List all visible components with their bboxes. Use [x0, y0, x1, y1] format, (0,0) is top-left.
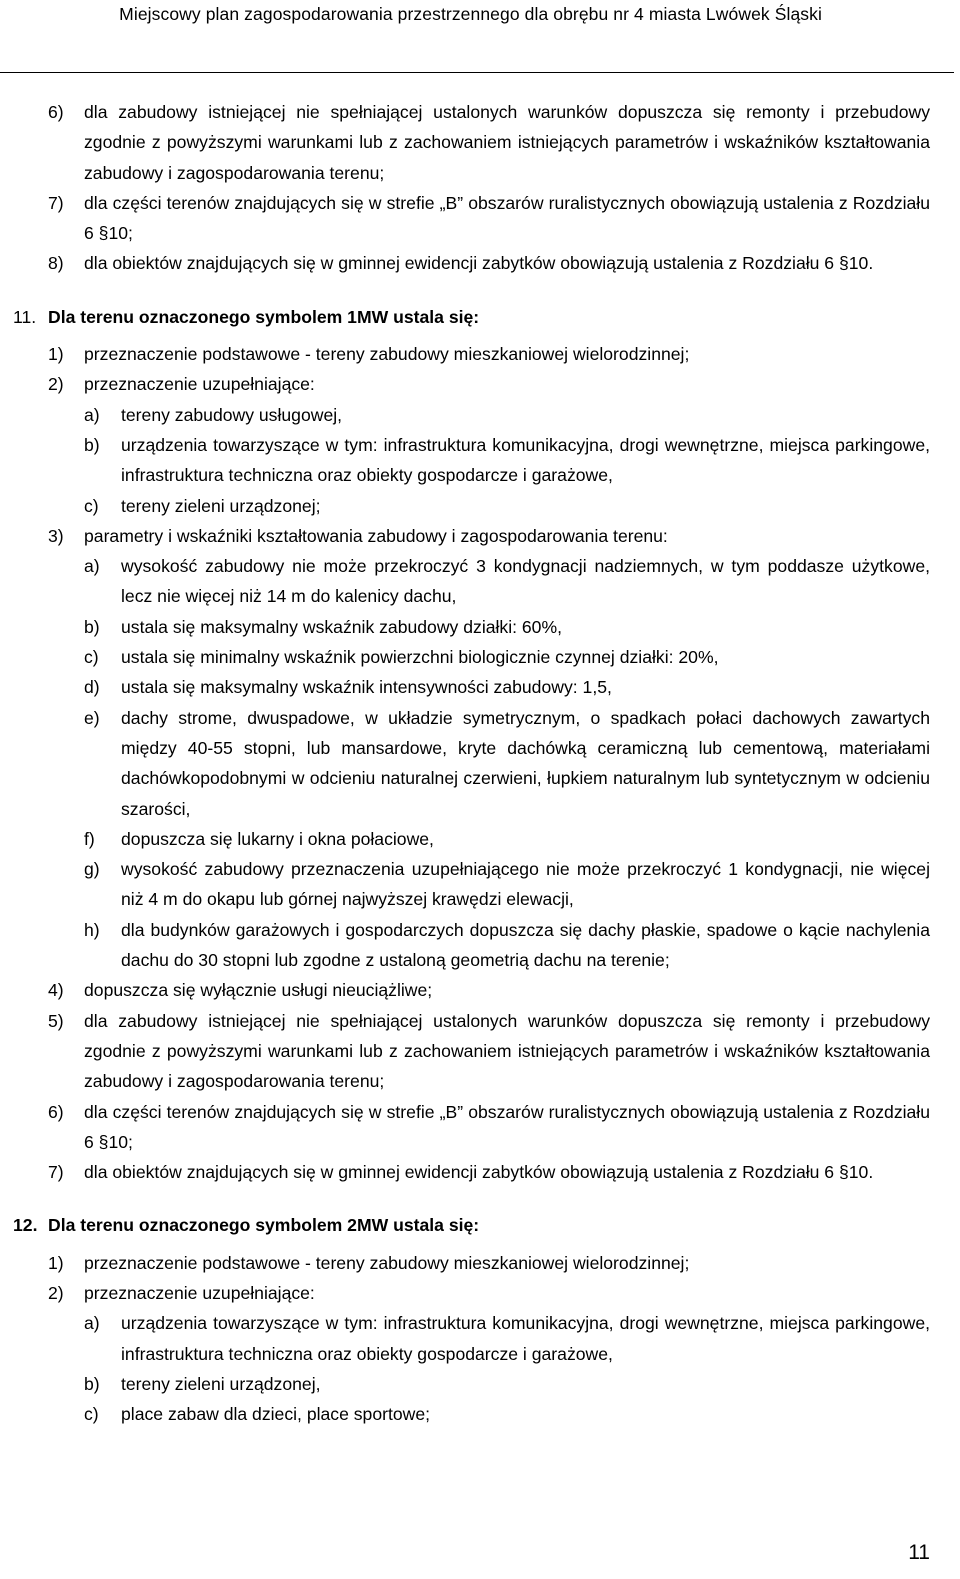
item-text: parametry i wskaźniki kształtowania zabudowy i zagospodarowania terenu:: [84, 525, 668, 546]
item-number: 8): [48, 253, 64, 274]
sub-item-letter: g): [84, 859, 100, 880]
item-number: 4): [48, 980, 64, 1001]
list-item: [48, 248, 930, 278]
sub-item-letter: c): [84, 495, 99, 516]
sub-item-text: ustala się maksymalny wskaźnik zabudowy działki: 60%,: [121, 616, 563, 637]
sub-list-item: [48, 551, 930, 612]
item-text: dopuszcza się wyłącznie usługi nieuciążliwe;: [84, 980, 433, 1001]
item-number: 1): [48, 344, 64, 365]
list-item: [48, 975, 930, 1005]
item-number: 2): [48, 1282, 64, 1303]
sub-item-text: dla budynków garażowych i gospodarczych dopuszcza się dachy płaskie, spadowe o kącie nachylenia dachu do 30 stopni lub zgodne z ustaloną geometrią dachu na terenie;: [121, 919, 930, 971]
sub-item-letter: h): [84, 919, 100, 940]
sub-item-letter: f): [84, 828, 95, 849]
sub-item-letter: a): [84, 556, 100, 577]
item-number: 5): [48, 1010, 64, 1031]
list-item: [48, 1157, 930, 1187]
sub-item-letter: d): [84, 677, 100, 698]
section-number: 11.: [13, 306, 37, 327]
item-text: dla części terenów znajdujących się w strefie „B” obszarów ruralistycznych obowiązują ustalenia z Rozdziału 6 §10;: [84, 192, 930, 244]
item-number: 3): [48, 525, 64, 546]
sub-item-text: wysokość zabudowy nie może przekroczyć 3 kondygnacji nadziemnych, w tym poddasze użytkowe, lecz nie więcej niż 14 m do kalenicy dachu,: [121, 556, 930, 607]
item-number: 1): [48, 1252, 64, 1273]
list-item: [48, 369, 930, 399]
section-11-heading: [13, 302, 930, 332]
sub-item-letter: b): [84, 1373, 100, 1394]
item-number: 6): [48, 1101, 64, 1122]
sub-list-item: [48, 612, 930, 642]
sub-item-letter: b): [84, 434, 100, 455]
document-body: [13, 97, 930, 1429]
page-header: [0, 0, 954, 73]
item-text: przeznaczenie podstawowe - tereny zabudowy mieszkaniowej wielorodzinnej;: [84, 1252, 690, 1273]
sub-item-text: tereny zieleni urządzonej,: [121, 1373, 321, 1394]
section-number: 12.: [13, 1215, 38, 1236]
sub-item-text: dopuszcza się lukarny i okna połaciowe,: [121, 828, 434, 849]
item-text: przeznaczenie podstawowe - tereny zabudowy mieszkaniowej wielorodzinnej;: [84, 344, 690, 365]
item-text: dla obiektów znajdujących się w gminnej ewidencji zabytków obowiązują ustalenia z Rozdziału 6 §10.: [84, 1162, 874, 1183]
sub-list-item: [48, 703, 930, 824]
sub-list-item: [48, 491, 930, 521]
item-number: 7): [48, 192, 64, 213]
sub-item-text: tereny zabudowy usługowej,: [121, 404, 343, 425]
item-text: przeznaczenie uzupełniające:: [84, 1282, 315, 1303]
list-item: [48, 1278, 930, 1308]
list-item: [48, 1006, 930, 1097]
sub-item-text: dachy strome, dwuspadowe, w układzie symetrycznym, o spadkach połaci dachowych zawartych między 40-55 stopni, lub mansardowe, kryte dachówką ceramiczną lub cementową, materiałami dachówkopodobnymi w odcieniu naturalnej czerwieni, łupkiem naturalnym lub syntetycznym w odcieniu szarości,: [121, 707, 930, 819]
sub-list-item: [48, 642, 930, 672]
sub-item-text: urządzenia towarzyszące w tym: infrastruktura komunikacyjna, drogi wewnętrzne, miejsca parkingowe, infrastruktura techniczna oraz obiekty gospodarcze i garażowe,: [121, 434, 930, 486]
sub-item-letter: c): [84, 1404, 99, 1425]
item-number: 7): [48, 1162, 64, 1183]
sub-item-letter: a): [84, 404, 100, 425]
list-item: [48, 521, 930, 551]
item-text: dla zabudowy istniejącej nie spełniającej ustalonych warunków dopuszcza się remonty i przebudowy zgodnie z powyższymi warunkami lub z zachowaniem istniejących parametrów i wskaźników kształtowania zabudowy i zagospodarowania terenu;: [84, 1010, 930, 1092]
section-title: Dla terenu oznaczonego symbolem 2MW ustala się:: [48, 1215, 480, 1236]
page-number: 11: [908, 1541, 930, 1564]
sub-item-letter: e): [84, 707, 100, 728]
document-title: Miejscowy plan zagospodarowania przestrzennego dla obrębu nr 4 miasta Lwówek Śląski: [119, 4, 822, 24]
sub-list-item: [48, 854, 930, 915]
sub-item-letter: a): [84, 1313, 100, 1334]
sub-list-item: [48, 672, 930, 702]
sub-item-text: ustala się minimalny wskaźnik powierzchni biologicznie czynnej działki: 20%,: [121, 647, 719, 668]
list-item: [48, 1248, 930, 1278]
item-text: dla zabudowy istniejącej nie spełniającej ustalonych warunków dopuszcza się remonty i przebudowy zgodnie z powyższymi warunkami lub z zachowaniem istniejących parametrów i wskaźników kształtowania zabudowy i zagospodarowania terenu;: [84, 102, 930, 183]
sub-item-text: tereny zieleni urządzonej;: [121, 495, 321, 516]
item-number: 6): [48, 102, 64, 122]
item-number: 2): [48, 374, 64, 395]
section-12-heading: [13, 1210, 930, 1240]
item-text: przeznaczenie uzupełniające:: [84, 374, 315, 395]
item-text: dla obiektów znajdujących się w gminnej ewidencji zabytków obowiązują ustalenia z Rozdziału 6 §10.: [84, 253, 874, 274]
list-item: [48, 1097, 930, 1158]
sub-item-letter: c): [84, 647, 99, 668]
item-text: dla części terenów znajdujących się w strefie „B” obszarów ruralistycznych obowiązują ustalenia z Rozdziału 6 §10;: [84, 1101, 930, 1152]
sub-list-item: [48, 824, 930, 854]
sub-list-item: [48, 430, 930, 491]
sub-item-text: urządzenia towarzyszące w tym: infrastruktura komunikacyjna, drogi wewnętrzne, miejsca parkingowe, infrastruktura techniczna oraz obiekty gospodarcze i garażowe,: [121, 1313, 930, 1364]
list-item: [48, 188, 930, 249]
sub-list-item: [48, 1399, 930, 1429]
sub-list-item: [48, 400, 930, 430]
sub-item-letter: b): [84, 616, 100, 637]
sub-list-item: [48, 1308, 930, 1369]
section-title: Dla terenu oznaczonego symbolem 1MW ustala się:: [48, 306, 480, 327]
sub-item-text: wysokość zabudowy przeznaczenia uzupełniającego nie może przekroczyć 1 kondygnacji, nie więcej niż 4 m do okapu lub górnej najwyższej krawędzi elewacji,: [121, 859, 930, 910]
list-item: [48, 97, 930, 188]
sub-item-text: ustala się maksymalny wskaźnik intensywności zabudowy: 1,5,: [121, 677, 612, 698]
sub-list-item: [48, 915, 930, 976]
sub-item-text: place zabaw dla dzieci, place sportowe;: [121, 1404, 431, 1425]
list-item: [48, 339, 930, 369]
sub-list-item: [48, 1369, 930, 1399]
